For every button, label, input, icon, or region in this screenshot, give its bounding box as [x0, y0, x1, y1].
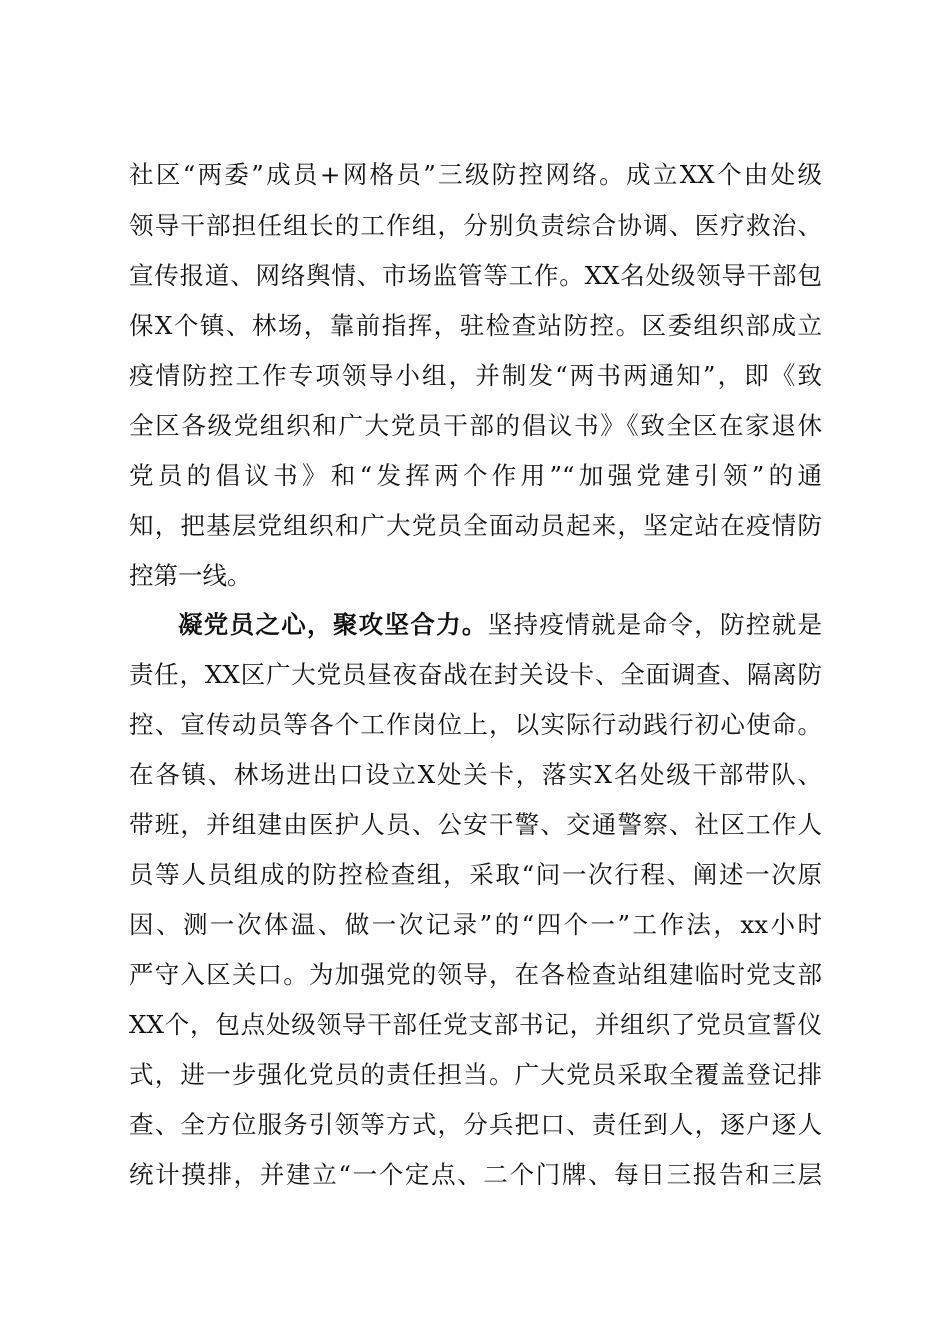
paragraph-2-heading: 凝党员之心，聚攻坚合力。 — [178, 610, 488, 639]
paragraph-1-line-6: 全区各级党组织和广大党员干部的倡议书》《致全区在家退休 — [129, 411, 822, 440]
paragraph-1-line-5: 疫情防控工作专项领导小组，并制发“两书两通知”，即《致 — [129, 361, 822, 390]
paragraph-1-line-3: 宣传报道、网络舆情、市场监管等工作。XX名处级领导干部包 — [129, 261, 822, 290]
paragraph-2-line-11: 查、全方位服务引领等方式，分兵把口、责任到人，逐户逐人 — [129, 1110, 822, 1139]
paragraph-2-line-2: 责任，XX区广大党员昼夜奋战在封关设卡、全面调查、隔离防 — [129, 660, 822, 689]
paragraph-2-line-9: XX个，包点处级领导干部任党支部书记，并组织了党员宣誓仪 — [129, 1010, 822, 1039]
paragraph-2-line-1-text: 坚持疫情就是命令，防控就是 — [487, 610, 822, 639]
paragraph-2-line-12: 统计摸排，并建立“一个定点、二个门牌、每日三报告和三层 — [129, 1160, 822, 1189]
paragraph-1-line-7: 党员的倡议书》和“发挥两个作用”“加强党建引领”的通 — [129, 461, 822, 490]
paragraph-1-line-9: 控第一线。 — [129, 561, 252, 590]
paragraph-2-line-7: 因、测一次体温、做一次记录”的“四个一”工作法，xx小时 — [129, 910, 822, 939]
paragraph-2-line-4: 在各镇、林场进出口设立X处关卡，落实X名处级干部带队、 — [129, 760, 822, 789]
paragraph-2-line-8: 严守入区关口。为加强党的领导，在各检查站组建临时党支部 — [129, 960, 822, 989]
paragraph-1-line-4: 保X个镇、林场，靠前指挥，驻检查站防控。区委组织部成立 — [129, 311, 822, 340]
paragraph-2-line-5: 带班，并组建由医护人员、公安干警、交通警察、社区工作人 — [129, 810, 822, 839]
paragraph-2-line-3: 控、宣传动员等各个工作岗位上，以实际行动践行初心使命。 — [129, 710, 822, 739]
paragraph-1-line-2: 领导干部担任组长的工作组，分别负责综合协调、医疗救治、 — [129, 211, 822, 240]
paragraph-2-line-6: 员等人员组成的防控检查组，采取“问一次行程、阐述一次原 — [129, 860, 822, 889]
paragraph-2-line-10: 式，进一步强化党员的责任担当。广大党员采取全覆盖登记排 — [129, 1060, 822, 1089]
paragraph-1-line-8: 知，把基层党组织和广大党员全面动员起来，坚定站在疫情防 — [129, 511, 822, 540]
paragraph-1-line-1: 社区“两委”成员+网格员”三级防控网络。成立XX个由处级 — [129, 160, 822, 189]
paragraph-2-line-1 — [178, 605, 822, 645]
